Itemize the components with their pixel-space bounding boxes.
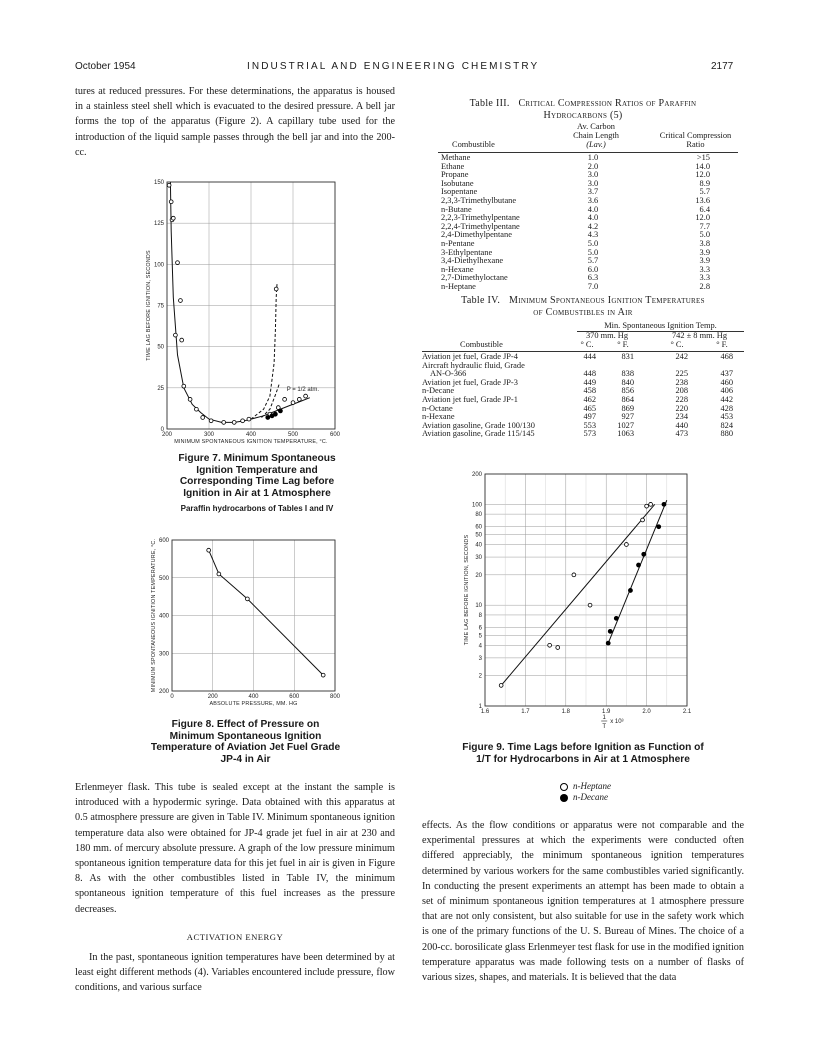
table-cell-combustible: Aircraft hydraulic fluid, Grade	[422, 360, 525, 370]
table-cell-combustible: Aviation jet fuel, Grade JP-4	[422, 352, 518, 361]
open-data-point	[171, 216, 175, 220]
table-cell-f-370: 869	[621, 403, 634, 413]
y-tick-label: 2	[478, 673, 482, 680]
table-cell-combustible: n-Heptane	[441, 281, 476, 291]
y-axis-label: TIME LAG BEFORE IGNITION, SECONDS	[464, 534, 470, 646]
table-cell-lav: 2.0	[587, 161, 599, 171]
x-axis-label: ABSOLUTE PRESSURE, MM. HG	[209, 701, 298, 707]
table-cell-ratio: 5.7	[699, 187, 710, 197]
table-4-header	[422, 322, 744, 352]
table-4-unit-c1: ° C.	[580, 340, 594, 349]
y-axis-label: TIME LAG BEFORE IGNITION, SECONDS	[146, 250, 152, 361]
table-cell-combustible: Aviation gasoline, Grade 100/130	[422, 420, 535, 430]
open-data-point	[297, 397, 301, 401]
open-data-point	[283, 397, 287, 401]
open-data-point	[645, 504, 649, 508]
table-cell-ratio: 5.0	[699, 230, 710, 240]
table-cell-f-742: 453	[720, 412, 733, 422]
table-4-unit-f2: ° F.	[716, 340, 728, 349]
open-data-point	[179, 299, 183, 303]
x-tick-label: 300	[203, 432, 215, 438]
table-3-number: Table III.	[469, 98, 510, 109]
filled-data-point	[642, 552, 646, 556]
table-cell-lav: 1.0	[587, 153, 599, 162]
y-tick-label: 100	[153, 262, 164, 269]
table-cell-combustible: Isobutane	[441, 178, 474, 188]
table-cell-c-370: 462	[583, 394, 596, 404]
table-cell-f-742: 442	[720, 394, 733, 404]
y-tick-label: 600	[158, 538, 169, 544]
open-data-point	[207, 548, 211, 552]
table-cell-f-742: 824	[720, 420, 733, 430]
open-data-point	[174, 333, 178, 337]
table-cell-combustible: Methane	[441, 153, 471, 162]
running-header-date: October 1954	[75, 61, 136, 72]
x-tick-label: 1.8	[561, 709, 570, 715]
table-cell-lav: 4.3	[587, 230, 599, 240]
open-data-point	[176, 261, 180, 265]
table-cell-f-742: 460	[720, 377, 733, 387]
x-tick-label: 0	[170, 694, 174, 700]
x-tick-label: 600	[329, 432, 341, 438]
table-cell-combustible: 2,7-Dimethyloctane	[441, 273, 508, 283]
figure-7-title: Figure 7. Minimum Spontaneous Ignition Temperature and Corresponding Time Lag before Ignition in Air at 1 Atmosphere	[178, 453, 336, 499]
x-axis-label-denominator: T	[602, 724, 607, 730]
filled-data-point	[628, 588, 632, 592]
y-tick-label: 25	[157, 385, 164, 392]
y-tick-label: 4	[478, 643, 482, 650]
y-tick-label: 50	[157, 344, 164, 351]
table-cell-ratio: 2.8	[699, 281, 710, 291]
table-3-col-chain-3: (Lav.)	[586, 140, 606, 149]
table-3-body	[438, 154, 738, 292]
y-tick-label: 40	[475, 542, 482, 549]
open-data-point	[182, 384, 186, 388]
running-header-journal: INDUSTRIAL AND ENGINEERING CHEMISTRY	[247, 61, 540, 72]
figure-7-chart	[140, 172, 350, 452]
dashed-curve	[251, 284, 277, 419]
filled-data-point	[278, 409, 282, 413]
table-cell-c-742: 228	[675, 394, 688, 404]
table-cell-ratio: 7.7	[699, 221, 710, 231]
table-3-col-combustible: Combustible	[452, 140, 495, 149]
table-cell-c-370: 448	[583, 369, 596, 379]
table-cell-lav: 3.7	[587, 187, 599, 197]
table-4-number: Table IV.	[461, 295, 501, 306]
table-cell-f-370: 927	[621, 412, 634, 422]
table-cell-f-370: 831	[621, 352, 634, 361]
y-tick-label: 100	[471, 502, 482, 509]
table-cell-f-742: 880	[720, 429, 733, 439]
open-data-point	[625, 543, 629, 547]
open-circle-marker-icon	[560, 783, 568, 791]
table-cell-ratio: 3.9	[699, 256, 710, 266]
open-data-point	[499, 684, 503, 688]
filled-circle-marker-icon	[560, 794, 568, 802]
table-4-col-combustible: Combustible	[460, 340, 503, 349]
table-4-title-line1: Minimum Spontaneous Ignition Temperatures	[509, 295, 705, 306]
y-tick-label: 0	[160, 427, 164, 433]
filled-data-point	[266, 415, 270, 419]
table-cell-c-370: 449	[583, 377, 596, 387]
x-tick-label: 200	[207, 694, 218, 700]
filled-data-point	[662, 502, 666, 506]
open-data-point	[232, 421, 236, 425]
y-tick-label: 125	[153, 221, 164, 228]
right-bottom-paragraph: effects. As the flow conditions or apparatus were not comparable and the experimental pressures at which the experiments were conducted often differed appreciably, the minimum spontaneous ignition temperatures determined by various workers for the same combustibles varied significantly. In conducting the present experiments an attempt has been made to obtain a set of minimum spontaneous ignition temperatures at 1 atmosphere pressure that are not only consistent, but also suitable for use in the safety work which is one of the primary functions of the U. S. Bureau of Mines. The choice of a 200-cc. borosilicate glass Erlenmeyer test flask for use in the modified ignition temperature apparatus was made following tests on a number of flasks of various sizes, shapes, and materials. It is believed that the data	[422, 820, 744, 984]
table-row	[422, 430, 744, 439]
table-cell-combustible: 3-Ethylpentane	[441, 247, 493, 257]
table-cell-c-742: 440	[675, 420, 688, 430]
table-cell-ratio: >15	[696, 153, 710, 162]
open-data-point	[188, 397, 192, 401]
y-tick-label: 30	[475, 555, 482, 562]
table-cell-lav: 4.2	[587, 221, 599, 231]
table-3-header	[438, 123, 738, 153]
table-4-group-header: Min. Spontaneous Ignition Temp.	[604, 321, 717, 330]
table-4-col-p2: 742 ± 8 mm. Hg	[671, 331, 728, 340]
table-cell-f-742: 468	[720, 352, 733, 361]
open-data-point	[548, 643, 552, 647]
table-cell-lav: 5.0	[587, 238, 599, 248]
y-tick-label: 1	[478, 704, 482, 710]
table-cell-lav: 4.0	[587, 213, 599, 223]
y-axis-label: MINIMUM SPONTANEOUS IGNITION TEMPERATURE, °C.	[151, 538, 157, 693]
filled-data-point	[273, 412, 277, 416]
y-tick-label: 6	[478, 625, 482, 632]
table-cell-combustible: Propane	[441, 170, 469, 180]
table-cell-c-742: 220	[675, 403, 688, 413]
x-tick-label: 400	[245, 432, 257, 438]
table-cell-ratio: 12.0	[695, 170, 710, 180]
table-cell-c-742: 473	[675, 429, 688, 439]
table-cell-ratio: 6.4	[699, 204, 710, 214]
table-cell-combustible: 3,4-Diethylhexane	[441, 256, 504, 266]
figure-8-chart	[140, 530, 350, 710]
table-cell-combustible: n-Hexane	[441, 264, 474, 274]
open-data-point	[169, 200, 173, 204]
table-cell-combustible: 2,2,4-Trimethylpentane	[441, 221, 520, 231]
table-cell-ratio: 14.0	[695, 161, 710, 171]
x-tick-label: 2.0	[642, 709, 651, 715]
table-cell-lav: 5.7	[587, 256, 599, 266]
x-axis-label-numerator: 1	[602, 715, 606, 721]
open-data-point	[222, 421, 226, 425]
table-4-unit-c2: ° C.	[670, 340, 684, 349]
table-4-col-p1: 370 mm. Hg	[585, 331, 629, 340]
table-cell-combustible: n-Octane	[422, 403, 453, 413]
left-final-paragraph: In the past, spontaneous ignition temperatures have been determined by at least eight different methods (4). Variables encountered include pressure, flow conditions, and various surface	[75, 952, 395, 994]
section-heading-activation-energy: ACTIVATION ENERGY	[186, 932, 284, 942]
table-cell-c-370: 444	[583, 352, 596, 361]
table-cell-c-742: 238	[675, 377, 688, 387]
open-data-point	[588, 603, 592, 607]
x-tick-label: 2.1	[682, 709, 692, 715]
table-cell-c-742: 225	[675, 369, 688, 379]
table-4-title	[422, 295, 744, 319]
fit-curve	[608, 500, 667, 643]
table-cell-ratio: 3.9	[699, 247, 710, 257]
table-cell-lav: 6.0	[587, 264, 599, 274]
y-tick-label: 50	[475, 532, 482, 539]
filled-data-point	[614, 616, 618, 620]
table-cell-ratio: 3.3	[699, 264, 710, 274]
filled-data-point	[657, 525, 661, 529]
y-tick-label: 500	[158, 575, 169, 582]
open-data-point	[195, 407, 199, 411]
table-3-col-ratio-2: Ratio	[686, 140, 705, 149]
table-cell-combustible: 2,2,3-Trimethylpentane	[441, 213, 520, 223]
y-tick-label: 80	[475, 512, 482, 519]
table-cell-f-370: 1027	[617, 420, 634, 430]
figure-8-caption	[148, 719, 343, 765]
open-data-point	[304, 394, 308, 398]
table-cell-combustible: Ethane	[441, 161, 465, 171]
table-3-col-chain-1: Av. Carbon	[577, 122, 615, 131]
y-tick-label: 60	[475, 524, 482, 531]
open-data-point	[201, 416, 205, 420]
table-cell-f-370: 856	[621, 386, 634, 396]
figure-9-title: Figure 9. Time Lags before Ignition as Function of 1/T for Hydrocarbons in Air at 1 Atmosphere	[462, 742, 704, 765]
open-data-point	[321, 673, 325, 677]
table-4-body	[422, 353, 744, 439]
table-cell-lav: 6.3	[587, 273, 599, 283]
y-tick-label: 75	[157, 303, 164, 310]
table-cell-combustible: Isopentane	[441, 187, 478, 197]
open-data-point	[241, 419, 245, 423]
filled-data-point	[606, 641, 610, 645]
series-line	[209, 550, 324, 675]
table-cell-lav: 5.0	[587, 247, 599, 257]
left-bottom-paragraph: Erlenmeyer flask. This tube is sealed except at the instant the sample is introduced with a hypodermic syringe. Data obtained with this apparatus at 0.5 atmosphere pressure are given in Table IV. Minimum spontaneous ignition temperature data also were obtained for JP-4 grade jet fuel in air at 230 and 180 mm. of mercury absolute pressure. A graph of the low pressure minimum spontaneous ignition temperature data for this jet fuel in air is given in Figure 8. As with the other combustibles listed in Table IV, the minimum spontaneous ignition temperature of this fuel increases as the pressure decreases.	[75, 782, 395, 915]
open-data-point	[274, 287, 278, 291]
x-tick-label: 1.9	[602, 709, 611, 715]
open-data-point	[167, 183, 171, 187]
open-data-point	[180, 338, 184, 342]
table-cell-combustible: 2,3,3-Trimethylbutane	[441, 195, 517, 205]
y-tick-label: 20	[475, 572, 482, 579]
table-4-unit-f1: ° F.	[617, 340, 629, 349]
x-tick-label: 400	[248, 694, 259, 700]
fit-curve	[501, 504, 655, 685]
legend-label-n-decane: n-Decane	[573, 792, 608, 802]
table-cell-combustible: Aviation gasoline, Grade 115/145	[422, 429, 535, 439]
x-axis-label: MINIMUM SPONTANEOUS IGNITION TEMPERATURE, °C.	[174, 439, 328, 445]
table-3-title-line1: Critical Compression Ratios of Paraffin	[518, 98, 697, 109]
filled-data-point	[608, 629, 612, 633]
table-cell-lav: 7.0	[587, 281, 599, 291]
annotation-half-atm: P = 1/2 atm.	[286, 387, 320, 394]
y-tick-label: 300	[158, 651, 169, 658]
x-tick-label: 200	[161, 432, 173, 438]
open-data-point	[572, 573, 576, 577]
open-data-point	[245, 597, 249, 601]
table-cell-combustible: 2,4-Dimethylpentane	[441, 230, 512, 240]
table-cell-ratio: 12.0	[695, 213, 710, 223]
table-cell-ratio: 3.8	[699, 238, 710, 248]
table-cell-f-370: 838	[621, 369, 634, 379]
table-cell-combustible: Aviation jet fuel, Grade JP-1	[422, 394, 518, 404]
y-tick-label: 5	[478, 633, 482, 640]
table-cell-f-370: 840	[621, 377, 634, 387]
x-tick-label: 600	[289, 694, 300, 700]
x-tick-label: 1.6	[480, 709, 490, 715]
table-cell-lav: 3.0	[587, 170, 599, 180]
table-cell-ratio: 13.6	[695, 195, 710, 205]
page-number: 2177	[711, 61, 734, 72]
y-tick-label: 200	[158, 689, 169, 695]
table-cell-f-742: 428	[720, 403, 733, 413]
table-cell-c-742: 208	[675, 386, 688, 396]
table-cell-ratio: 8.9	[699, 178, 710, 188]
y-tick-label: 400	[158, 613, 169, 620]
table-3-col-ratio-1: Critical Compression	[659, 131, 732, 140]
figure-9-chart	[455, 470, 705, 732]
table-cell-lav: 3.0	[587, 178, 599, 188]
open-data-point	[209, 419, 213, 423]
table-cell-c-370: 497	[583, 412, 596, 422]
table-cell-c-742: 242	[675, 352, 688, 361]
table-cell-ratio: 3.3	[699, 273, 710, 283]
open-data-point	[556, 646, 560, 650]
table-cell-f-742: 437	[720, 369, 733, 379]
table-cell-c-370: 458	[583, 386, 596, 396]
legend-item-n-decane	[560, 792, 611, 803]
table-cell-c-370: 465	[583, 403, 596, 413]
x-axis-label-scale: x 10³	[610, 719, 624, 725]
table-cell-lav: 4.0	[587, 204, 599, 214]
table-3-title	[422, 98, 744, 122]
table-cell-f-742: 406	[720, 386, 733, 396]
table-cell-combustible: Aviation jet fuel, Grade JP-3	[422, 377, 518, 387]
x-tick-label: 800	[329, 694, 341, 700]
table-row	[438, 283, 738, 292]
open-data-point	[291, 401, 295, 405]
open-data-point	[641, 518, 645, 522]
table-cell-combustible: n-Butane	[441, 204, 472, 214]
figure-7-caption	[168, 453, 346, 513]
y-tick-label: 10	[475, 603, 482, 610]
figure-9-caption	[458, 742, 708, 765]
y-tick-label: 200	[471, 472, 482, 478]
figure-8-title: Figure 8. Effect of Pressure on Minimum Spontaneous Ignition Temperature of Aviation Jet Fuel Grade JP-4 in Air	[150, 719, 341, 765]
figure-7-subtitle: Paraffin hydrocarbons of Tables I and IV	[180, 504, 334, 513]
legend-label-n-heptane: n-Heptane	[573, 781, 611, 791]
legend-item-n-heptane	[560, 781, 611, 792]
x-tick-label: 1.7	[521, 709, 530, 715]
filled-data-point	[637, 563, 641, 567]
figure-9-legend	[560, 781, 611, 803]
table-cell-lav: 3.6	[587, 195, 599, 205]
table-4-rule-group	[577, 331, 744, 332]
table-3-col-chain-2: Chain Length	[573, 131, 619, 140]
table-cell-combustible: AN-O-366	[430, 369, 467, 379]
left-top-paragraph: tures at reduced pressures. For these determinations, the apparatus is housed in a stainless steel shell which is evacuated to the desired pressure. A bell jar forms the top of the apparatus (Figure 2). A capillary tube used for the introduction of the liquid sample passes through the bell jar and into the 200-cc.	[75, 86, 395, 158]
table-cell-f-370: 1063	[617, 429, 634, 439]
table-cell-c-742: 234	[675, 412, 688, 422]
y-tick-label: 3	[478, 655, 482, 662]
table-cell-c-370: 573	[583, 429, 596, 439]
table-cell-c-370: 553	[583, 420, 596, 430]
y-tick-label: 150	[153, 180, 164, 186]
table-cell-combustible: n-Hexane	[422, 412, 455, 422]
table-cell-combustible: n-Pentane	[441, 238, 475, 248]
table-cell-f-370: 864	[621, 394, 634, 404]
table-cell-combustible: n-Decane	[422, 386, 455, 396]
open-data-point	[217, 572, 221, 576]
table-3-title-line2: Hydrocarbons (5)	[543, 110, 623, 121]
y-tick-label: 8	[478, 612, 482, 619]
open-data-point	[247, 417, 251, 421]
x-tick-label: 500	[287, 432, 299, 438]
open-data-point	[649, 502, 653, 506]
table-4-title-line2: of Combustibles in Air	[533, 307, 633, 318]
